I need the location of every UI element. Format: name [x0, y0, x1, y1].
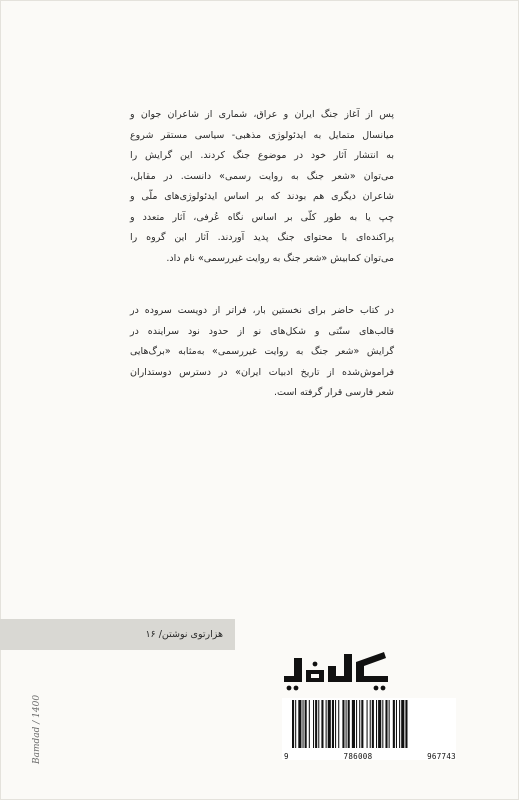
- barcode-bar: [372, 700, 374, 748]
- barcode-bar: [367, 700, 368, 748]
- barcode-bar: [356, 700, 357, 748]
- blurb-line: در کتاب حاضر برای نخستین بار، فراتر از دویست سروده در: [130, 305, 394, 316]
- barcode-bar: [318, 700, 319, 748]
- barcode-bar: [298, 700, 301, 748]
- blurb-line: شعر فارسی قرار گرفته است.: [274, 387, 394, 398]
- barcode-bar: [393, 700, 395, 748]
- barcode-bar: [305, 700, 307, 748]
- barcode-bar: [326, 700, 327, 748]
- blurb-line: پس از آغاز جنگ ایران و عراق، شماری از شاعران جوان و: [130, 109, 394, 120]
- barcode-bar: [382, 700, 383, 748]
- barcode-bar: [405, 700, 407, 748]
- barcode-bar: [342, 700, 344, 748]
- blurb-paragraph-2: [130, 301, 394, 404]
- barcode-bar: [396, 700, 397, 748]
- barcode-bar: [338, 700, 339, 748]
- series-strip: [0, 619, 235, 650]
- blurb-line: می‌توان کمابیش «شعر جنگ به روایت غیررسمی» نام داد.: [166, 252, 394, 264]
- barcode-bar: [309, 700, 310, 748]
- barcode-bar: [313, 700, 314, 748]
- barcode-bar: [361, 700, 363, 748]
- barcode-bar: [385, 700, 387, 748]
- barcode-bar: [335, 700, 336, 748]
- blurb-line: قالب‌های سنّتی و شکل‌های نو از حدود نود سراینده در: [130, 325, 394, 337]
- barcode-bar: [399, 700, 400, 748]
- barcode-bar: [359, 700, 360, 748]
- blurb-line: میانسال متمایل به ایدئولوژی مذهبی- سیاسی مستقر شروع: [130, 129, 394, 141]
- barcode-bar: [315, 700, 317, 748]
- barcode-bar: [376, 700, 377, 748]
- barcode-digit-group: 9: [284, 752, 289, 761]
- publisher-logo: [280, 648, 392, 694]
- publisher-logo-mark: [280, 648, 392, 694]
- blurb-line: شاعران دیگری هم بودند که بر اساس ایدئولوژی‌های ملّی و: [130, 191, 394, 202]
- signature-text: Bamdad / 1400: [32, 694, 42, 764]
- barcode-bar: [389, 700, 390, 748]
- barcode-bar: [346, 700, 347, 748]
- barcode-bar: [332, 700, 334, 748]
- series-label: هزارتوی نوشتن/ ۱۶: [145, 629, 223, 640]
- blurb-line: فراموش‌شده از تاریخ ادبیات ایران» در دسترس دوستداران: [130, 366, 394, 378]
- barcode-bar: [321, 700, 323, 748]
- barcode-bars: [282, 698, 456, 750]
- barcode-bar: [303, 700, 304, 748]
- barcode-bar: [352, 700, 355, 748]
- barcode-bar: [295, 700, 296, 748]
- barcode-digit-group: 967743: [427, 752, 456, 761]
- barcode-bar: [348, 700, 350, 748]
- blurb-line: چپ یا به طور کلّی بر اساس نگاه عُرفی، آثار متعدد و: [130, 211, 394, 223]
- barcode-bar: [328, 700, 331, 748]
- barcode-bar: [292, 700, 294, 748]
- blurb-line: پراکنده‌ای با محتوای جنگ پدید آوردند. آثار این گروه را: [130, 232, 394, 243]
- isbn-barcode: [282, 698, 456, 760]
- barcode-digits: [284, 752, 456, 761]
- blurb-line: گرایش «شعر جنگ به روایت غیررسمی» به‌مثابه «برگ‌هایی: [130, 346, 394, 357]
- barcode-bar: [401, 700, 404, 748]
- blurb-line: می‌توان «شعر جنگ به روایت رسمی» دانست. در مقابل،: [130, 170, 394, 182]
- designer-signature: [32, 695, 42, 764]
- blurb-line: به انتشار آثار خود در موضوع جنگ کردند. این گرایش را: [130, 150, 394, 161]
- barcode-bar: [370, 700, 371, 748]
- barcode-digit-group: 786008: [343, 752, 373, 761]
- blurb-paragraph-1: [130, 105, 394, 269]
- barcode-bar: [378, 700, 381, 748]
